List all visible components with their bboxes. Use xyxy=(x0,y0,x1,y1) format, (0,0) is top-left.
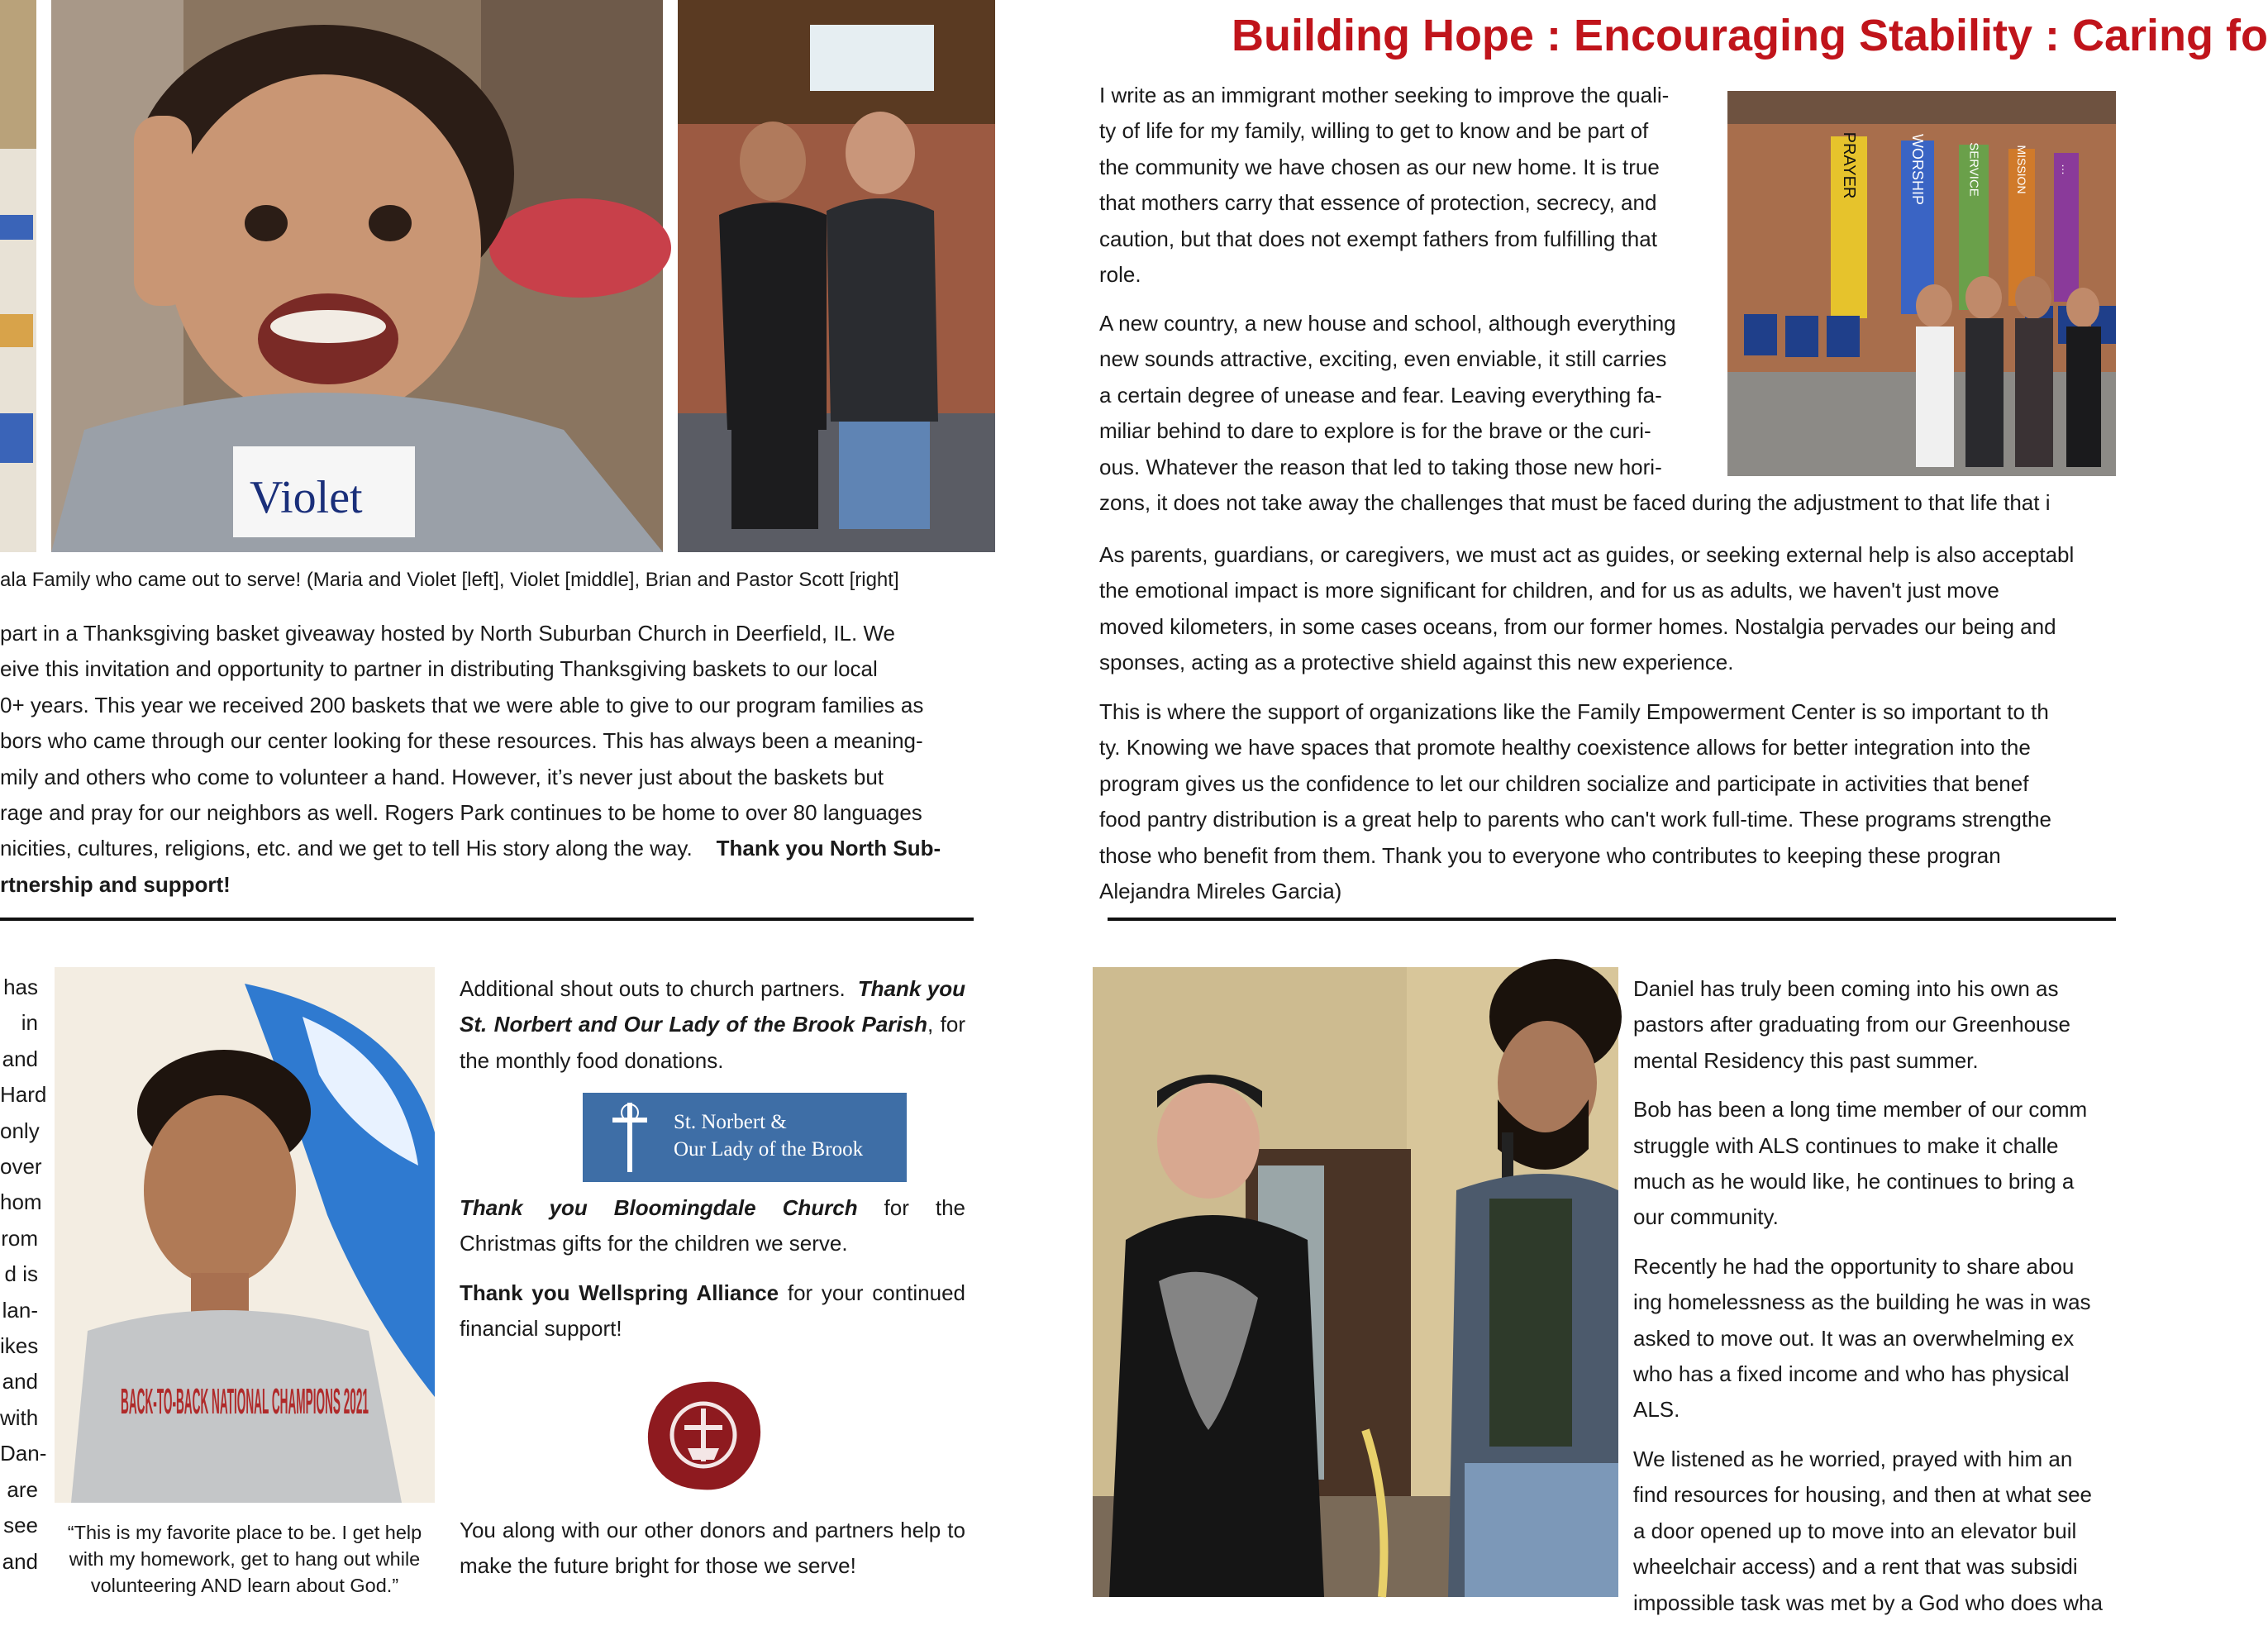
bob-line: much as he would like, he continues to bring a xyxy=(1633,1169,2075,1194)
mother-p4-line: ty. Knowing we have spaces that promote healthy coexistence allows for better integration into the xyxy=(1099,735,2031,760)
partners-wellspring-paragraph xyxy=(460,1275,965,1347)
fragment-line: lan- xyxy=(2,1297,38,1323)
mother-p2-line: zons, it does not take away the challenges that must be faced during the adjustment to that life that i xyxy=(1099,490,2051,516)
homelessness-line: Recently he had the opportunity to share abou xyxy=(1633,1253,2075,1279)
photo-girl-violet xyxy=(51,0,663,552)
homelessness-line: who has a fixed income and who has physical xyxy=(1633,1361,2070,1387)
crucifix-icon xyxy=(606,1099,654,1175)
mother-article-p3 xyxy=(1099,537,2116,681)
logo-line-1: St. Norbert & xyxy=(674,1111,787,1133)
partners-closing: You along with our other donors and partners help to make the future bright for those we serve! xyxy=(460,1518,965,1579)
mother-p4-line: This is where the support of organizations like the Family Empowerment Center is so important to th xyxy=(1099,699,2049,724)
partners-column-2 xyxy=(460,1190,965,1361)
fragment-line: with xyxy=(0,1404,39,1430)
thanksgiving-line: 0+ years. This year we received 200 baskets that we were able to give to our program families as xyxy=(0,692,924,717)
fragment-line: d is xyxy=(4,1261,38,1287)
photo-bob-and-daniel xyxy=(1093,967,1618,1597)
mother-article-p1 xyxy=(1099,78,1714,293)
daniel-line: pastors after graduating from our Greenhouse xyxy=(1633,1012,2070,1037)
daniel-bob-article xyxy=(1633,971,2116,1634)
mother-p3-line: the emotional impact is more significant for children, and for us as adults, we haven't just move xyxy=(1099,578,1999,603)
fragment-line: and xyxy=(2,1548,38,1574)
mother-p1-line: that mothers carry that essence of protection, secrecy, and xyxy=(1099,190,1657,216)
partners-thank-st-norbert-rest: , for the monthly food donations. xyxy=(460,1012,965,1073)
mother-article-p4 xyxy=(1099,694,2116,909)
partners-intro: Additional shout outs to church partners. xyxy=(460,976,846,1001)
bob-line: our community. xyxy=(1633,1204,1779,1230)
thanksgiving-line: part in a Thanksgiving basket giveaway hosted by North Suburban Church in Deerfield, IL. We xyxy=(0,621,895,646)
listened-line: We listened as he worried, prayed with him an xyxy=(1633,1446,2073,1471)
mother-p4-line: food pantry distribution is a great help to parents who can't work full-time. These programs strengthe xyxy=(1099,807,2051,832)
partners-thank-wellspring: Thank you Wellspring Alliance xyxy=(460,1280,779,1305)
mother-p1-line: the community we have chosen as our new home. It is true xyxy=(1099,154,1660,179)
banner-fifth: … xyxy=(2060,164,2073,175)
mother-p1-line: I write as an immigrant mother seeking to improve the quali- xyxy=(1099,83,1670,107)
mother-p2-line: miliar behind to dare to explore is for the brave or the curi- xyxy=(1099,418,1651,444)
fragment-line: rom xyxy=(1,1225,38,1251)
photo-brian-and-pastor-scott xyxy=(678,0,995,552)
fragment-line: ikes xyxy=(0,1333,39,1359)
divider-left xyxy=(0,918,974,921)
thanksgiving-article xyxy=(0,616,975,903)
fragment-line: are xyxy=(7,1476,38,1502)
daniel-line: Daniel has truly been coming into his own as xyxy=(1633,976,2059,1001)
fragment-line: over xyxy=(0,1154,42,1180)
mother-p1-line: ty of life for my family, willing to get to know and be part of xyxy=(1099,118,1649,144)
partners-thank-wellspring-rest: for your continued financial support! xyxy=(460,1280,965,1342)
boy-quote-caption: “This is my favorite place to be. I get help with my homework, get to hang out while volunteering AND learn about God.” xyxy=(67,1522,422,1596)
mother-p4-line: program gives us the confidence to let our children socialize and participate in activities that benef xyxy=(1099,770,2029,796)
photo-volunteers-partial xyxy=(0,0,36,552)
listened-line: find resources for housing, and then at what see xyxy=(1633,1482,2093,1508)
listened-paragraph xyxy=(1633,1442,2116,1621)
thanksgiving-line: bors who came through our center looking for these resources. This has always been a meaning- xyxy=(0,728,923,754)
banner-worship: WORSHIP xyxy=(1909,133,1926,206)
partners-thank-bloomingdale: Thank you Bloomingdale Church xyxy=(460,1195,858,1220)
daniel-line: mental Residency this past summer. xyxy=(1633,1047,1979,1073)
homelessness-paragraph xyxy=(1633,1249,2116,1428)
mother-p1-line: caution, but that does not exempt fathers from fulfilling that xyxy=(1099,226,1657,251)
homelessness-line: asked to move out. It was an overwhelming ex xyxy=(1633,1325,2075,1351)
daniel-paragraph xyxy=(1633,971,2116,1079)
photo-boy-student xyxy=(55,967,435,1503)
banner-service: SERVICE xyxy=(1966,142,1981,197)
mother-p1-line: role. xyxy=(1099,262,1141,288)
logo-line-2: Our Lady of the Brook xyxy=(674,1138,864,1161)
divider-right xyxy=(1108,918,2116,921)
fragment-line: only xyxy=(0,1118,40,1143)
thanksgiving-thanks: Thank you North Sub- xyxy=(716,836,941,861)
church-seal-stamp-icon xyxy=(641,1377,765,1494)
thanksgiving-line: nicities, cultures, religions, etc. and we get to tell His story along the way. xyxy=(0,836,693,861)
photo-girl-nametag-text: Violet xyxy=(250,472,363,523)
fragment-line: hom xyxy=(0,1189,42,1215)
partners-thank-st-norbert: Thank you St. Norbert and Our Lady of the Brook Parish xyxy=(460,976,965,1037)
mother-p4-line: Alejandra Mireles Garcia) xyxy=(1099,879,1342,904)
fragment-line: see xyxy=(3,1513,38,1538)
bob-paragraph xyxy=(1633,1092,2116,1236)
thanksgiving-line: rage and pray for our neighbors as well. Rogers Park continues to be home to over 80 languages xyxy=(0,800,922,826)
fragment-line: in xyxy=(21,1010,38,1036)
bob-line: struggle with ALS continues to make it challe xyxy=(1633,1132,2059,1158)
thanksgiving-line: eive this invitation and opportunity to partner in distributing Thanksgiving baskets to our local xyxy=(0,656,878,682)
page-banner-title: Building Hope : Encouraging Stability : Caring fo xyxy=(1232,11,2268,60)
st-norbert-logo xyxy=(583,1093,907,1182)
mother-p2-line: A new country, a new house and school, although everything xyxy=(1099,311,1676,336)
fragment-line: has xyxy=(3,975,38,999)
bob-line: Bob has been a long time member of our comm xyxy=(1633,1097,2088,1123)
mother-p3-line: moved kilometers, in some cases oceans, from our former homes. Nostalgia pervades our being and xyxy=(1099,613,2056,639)
left-column-fragments xyxy=(0,970,47,1580)
fragment-line: and xyxy=(2,1369,38,1394)
mother-p3-line: As parents, guardians, or caregivers, we must act as guides, or seeking external help is also acceptabl xyxy=(1099,542,2075,567)
listened-line: wheelchair access) and a rent that was subsidi xyxy=(1633,1554,2078,1580)
listened-line: a door opened up to move into an elevator buil xyxy=(1633,1518,2077,1543)
mother-p2-line: ous. Whatever the reason that led to taking those new hori- xyxy=(1099,454,1662,479)
mother-article-p2 xyxy=(1099,306,2116,521)
partners-intro-paragraph xyxy=(460,971,965,1079)
thanksgiving-line: mily and others who come to volunteer a hand. However, it’s never just about the baskets but xyxy=(0,764,884,789)
fragment-line: Dan- xyxy=(0,1441,47,1466)
mother-p2-line: new sounds attractive, exciting, even enviable, it still carries xyxy=(1099,346,1667,372)
homelessness-line: ing homelessness as the building he was in was xyxy=(1633,1289,2091,1315)
mother-p2-line: a certain degree of unease and fear. Leaving everything fa- xyxy=(1099,382,1662,408)
banner-mission: MISSION xyxy=(2015,145,2028,194)
partners-bloomingdale-paragraph xyxy=(460,1190,965,1262)
thanksgiving-thanks-end: rtnership and support! xyxy=(0,871,231,897)
fragment-line: Hard xyxy=(0,1082,47,1108)
banner-prayer: PRAYER xyxy=(1840,131,1858,199)
partners-thank-bloomingdale-rest: for the Christmas gifts for the children we serve. xyxy=(460,1195,965,1256)
partners-column xyxy=(460,971,965,1092)
mother-p3-line: sponses, acting as a protective shield against this new experience. xyxy=(1099,650,1734,675)
boy-shirt-text: BACK-TO-BACK NATIONAL CHAMPIONS 2021 xyxy=(121,1381,369,1422)
mother-p4-line: those who benefit from them. Thank you to everyone who contributes to keeping these progran xyxy=(1099,842,2001,868)
listened-line: impossible task was met by a God who does wha xyxy=(1633,1590,2103,1615)
photo-caption-volunteers: ala Family who came out to serve! (Maria and Violet [left], Violet [middle], Brian and Pastor Scott [right] xyxy=(0,569,899,591)
fragment-line: and xyxy=(2,1046,38,1071)
homelessness-line: ALS. xyxy=(1633,1397,1680,1423)
thanksgiving-line-last xyxy=(0,831,975,866)
